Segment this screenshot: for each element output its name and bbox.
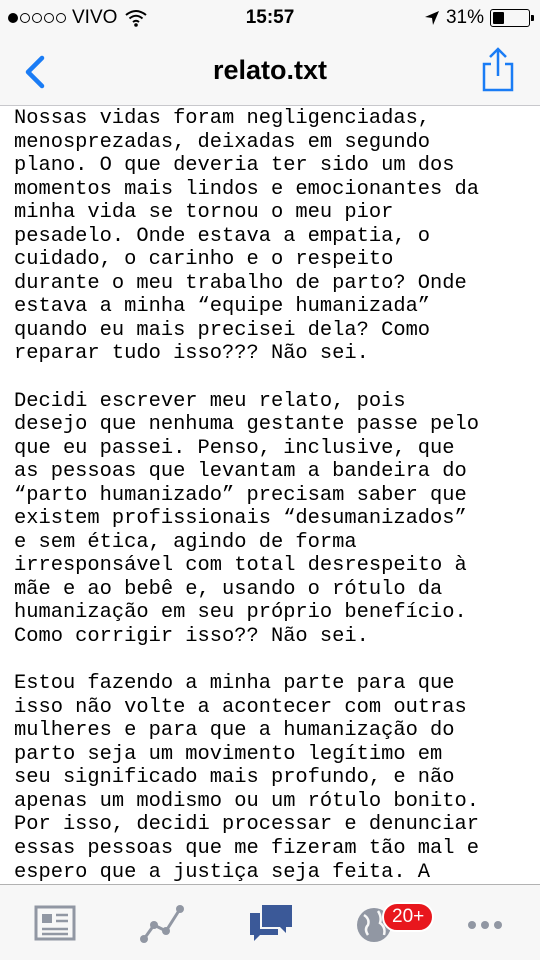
news-feed-icon (30, 901, 80, 945)
document-line: que eu passei. Penso, inclusive, que (14, 436, 455, 460)
document-line: estava a minha “equipe humanizada” (14, 295, 431, 319)
tab-bar (0, 884, 540, 960)
tab-messages[interactable] (246, 901, 296, 945)
document-line: plano. O que deveria ter sido um dos (14, 154, 455, 178)
document-line: durante o meu trabalho de parto? Onde (14, 271, 467, 295)
document-line: “parto humanizado” precisam saber que (14, 483, 467, 507)
document-line: parto seja um movimento legítimo em (14, 742, 443, 766)
document-line: espero que a justiça seja feita. A (14, 860, 431, 884)
location-arrow-icon (424, 10, 440, 26)
document-line: as pessoas que levantam a bandeira do (14, 460, 467, 484)
document-line: quando eu mais precisei dela? Como (14, 318, 431, 342)
clock: 15:57 (245, 7, 295, 28)
document-line: e sem ética, agindo de forma (14, 530, 357, 554)
document-line: essas pessoas que me fizeram tão mal e (14, 836, 479, 860)
document-line (14, 366, 534, 390)
chat-bubbles-icon (246, 901, 296, 945)
document-line: cuidado, o carinho e o respeito (14, 248, 394, 272)
document-line: Por isso, decidi processar e denunciar (14, 813, 479, 837)
document-line: pesadelo. Onde estava a empatia, o (14, 224, 431, 248)
battery-icon (490, 9, 530, 27)
document-line: menosprezadas, deixadas em segundo (14, 130, 431, 154)
tab-activity[interactable] (138, 901, 188, 945)
notifications-badge: 20+ (382, 902, 434, 932)
document-line: mãe e ao bebê e, usando o rótulo da (14, 577, 443, 601)
document-line: Decidi escrever meu relato, pois (14, 389, 406, 413)
status-right (424, 7, 530, 29)
document-view[interactable] (0, 106, 540, 884)
tab-news-feed[interactable] (30, 901, 80, 945)
document-line: reparar tudo isso??? Não sei. (14, 342, 369, 366)
share-button[interactable] (478, 46, 518, 92)
document-line: existem profissionais “desumanizados” (14, 507, 467, 531)
status-bar (0, 0, 540, 36)
battery-fill (493, 12, 504, 24)
carrier-name: VIVO (72, 7, 118, 28)
more-dots-icon (460, 901, 510, 945)
share-icon (478, 46, 518, 92)
document-line: seu significado mais profundo, e não (14, 766, 455, 790)
document-line: minha vida se tornou o meu pior (14, 201, 394, 225)
document-line: Nossas vidas foram negligenciadas, (14, 107, 431, 130)
document-line: mulheres e para que a humanização do (14, 719, 455, 743)
document-line: Como corrigir isso?? Não sei. (14, 625, 369, 649)
document-text (14, 107, 534, 884)
document-line: humanização em seu próprio benefício. (14, 601, 467, 625)
page-title: relato.txt (212, 55, 328, 85)
document-line: isso não volte a acontecer com outras (14, 695, 467, 719)
activity-graph-icon (138, 901, 188, 945)
document-line: desejo que nenhuma gestante passe pelo (14, 413, 479, 437)
battery-percent: 31% (445, 7, 484, 28)
document-line: Estou fazendo a minha parte para que (14, 672, 455, 696)
document-line: irresponsável com total desrespeito à (14, 554, 467, 578)
document-line (14, 649, 534, 673)
document-line: momentos mais lindos e emocionantes da (14, 177, 479, 201)
tab-more[interactable] (460, 901, 510, 945)
navigation-bar (0, 36, 540, 106)
document-line: apenas um modismo ou um rótulo bonito. (14, 789, 479, 813)
